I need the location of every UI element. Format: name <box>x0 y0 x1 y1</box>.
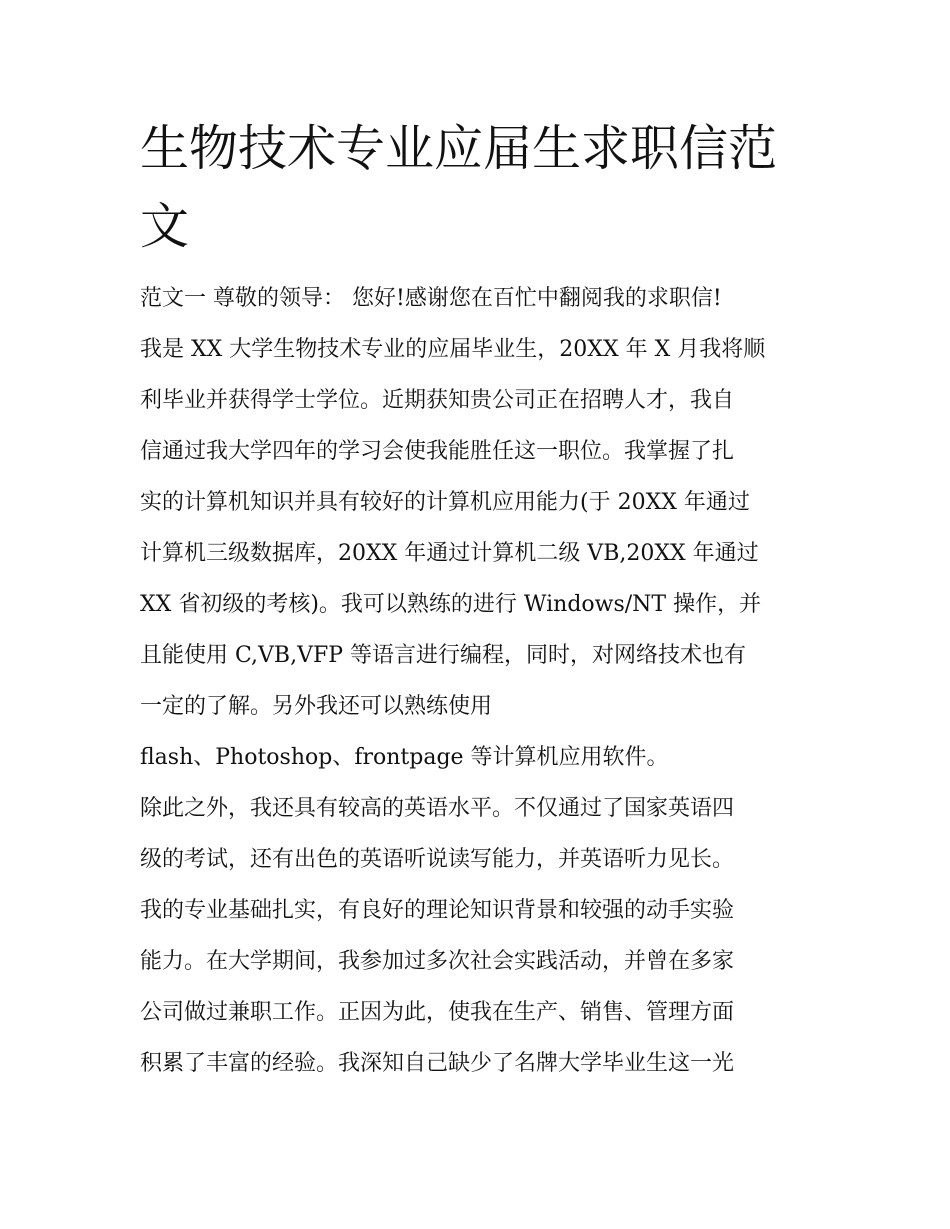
body-line-2: 我是 XX 大学生物技术专业的应届毕业生，20XX 年 X 月我将顺 <box>140 337 766 362</box>
body-line-13: 我的专业基础扎实，有良好的理论知识背景和较强的动手实验 <box>140 898 735 923</box>
body-line-11: 除此之外，我还具有较高的英语水平。不仅通过了国家英语四 <box>140 796 735 821</box>
body-line-12: 级的考试，还有出色的英语听说读写能力，并英语听力见长。 <box>140 847 735 872</box>
body-line-6: 计算机三级数据库，20XX 年通过计算机二级 VB,20XX 年通过 <box>140 541 759 566</box>
body-line-14: 能力。在大学期间，我参加过多次社会实践活动，并曾在多家 <box>140 949 735 974</box>
body-line-16: 积累了丰富的经验。我深知自己缺少了名牌大学毕业生这一光 <box>140 1051 735 1076</box>
body-line-8: 且能使用 C,VB,VFP 等语言进行编程，同时，对网络技术也有 <box>140 643 747 668</box>
body-line-5: 实的计算机知识并具有较好的计算机应用能力(于 20XX 年通过 <box>140 490 750 515</box>
body-line-9: 一定的了解。另外我还可以熟练使用 <box>140 694 493 719</box>
body-line-15: 公司做过兼职工作。正因为此，使我在生产、销售、管理方面 <box>140 1000 735 1025</box>
body-line-3: 利毕业并获得学士学位。近期获知贵公司正在招聘人才，我自 <box>140 388 735 413</box>
body-line-1: 范文一 尊敬的领导： 您好!感谢您在百忙中翻阅我的求职信! <box>140 286 722 311</box>
document-title: 生物技术专业应届生求职信范文 <box>140 120 778 255</box>
body-line-10: flash、Photoshop、frontpage 等计算机应用软件。 <box>140 745 669 770</box>
body-line-4: 信通过我大学四年的学习会使我能胜任这一职位。我掌握了扎 <box>140 439 735 464</box>
body-line-7: XX 省初级的考核)。我可以熟练的进行 Windows/NT 操作，并 <box>140 592 762 617</box>
